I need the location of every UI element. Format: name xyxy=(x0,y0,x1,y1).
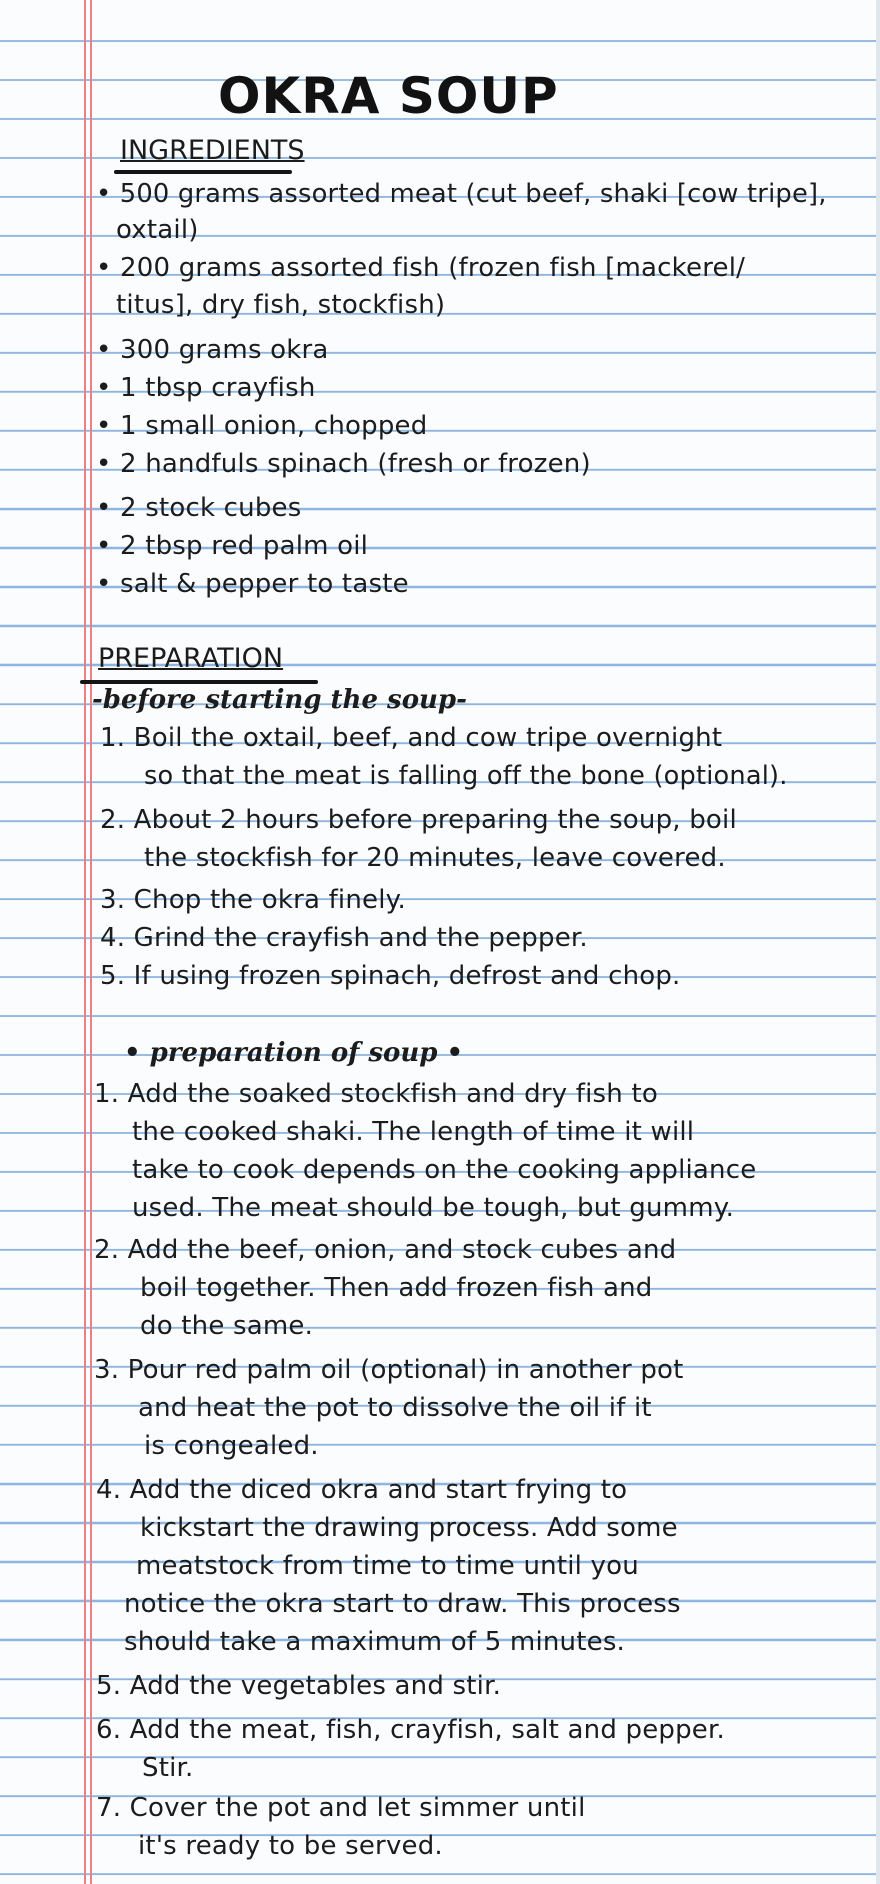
ingredient-line: • 1 small onion, chopped xyxy=(96,411,428,441)
heading-underline xyxy=(114,170,292,174)
step-line: kickstart the drawing process. Add some xyxy=(140,1513,678,1543)
step-line: used. The meat should be tough, but gummy. xyxy=(132,1193,735,1223)
step-line: the stockfish for 20 minutes, leave covered. xyxy=(144,843,726,873)
ingredient-line: • 2 tbsp red palm oil xyxy=(96,531,369,561)
step-line: take to cook depends on the cooking appliance xyxy=(132,1155,757,1185)
step-line: so that the meat is falling off the bone (optional). xyxy=(144,761,788,791)
step-line: the cooked shaki. The length of time it will xyxy=(132,1117,695,1147)
preparation-of-soup-subheading: • preparation of soup • xyxy=(124,1038,464,1068)
step-line: it's ready to be served. xyxy=(138,1831,443,1861)
step-line: Stir. xyxy=(142,1753,194,1783)
step-line: 2. Add the beef, onion, and stock cubes and xyxy=(94,1235,677,1265)
step-line: 6. Add the meat, fish, crayfish, salt and pepper. xyxy=(96,1715,725,1745)
step-line: 2. About 2 hours before preparing the soup, boil xyxy=(100,805,737,835)
ingredients-heading: INGREDIENTS xyxy=(120,135,305,166)
step-line: notice the okra start to draw. This process xyxy=(124,1589,681,1619)
page-title: OKRA SOUP xyxy=(218,67,559,125)
ingredient-line: oxtail) xyxy=(116,215,199,245)
step-line: 1. Boil the oxtail, beef, and cow tripe overnight xyxy=(100,723,723,753)
step-line: 5. If using frozen spinach, defrost and chop. xyxy=(100,961,681,991)
step-line: is congealed. xyxy=(144,1431,319,1461)
ingredient-line: • 2 stock cubes xyxy=(96,493,302,523)
step-line: do the same. xyxy=(140,1311,314,1341)
step-line: boil together. Then add frozen fish and xyxy=(140,1273,653,1303)
step-line: 5. Add the vegetables and stir. xyxy=(96,1671,502,1701)
step-line: and heat the pot to dissolve the oil if it xyxy=(138,1393,652,1423)
step-line: 4. Add the diced okra and start frying to xyxy=(96,1475,628,1505)
ingredient-line: titus], dry fish, stockfish) xyxy=(116,290,446,320)
ingredient-line: • 1 tbsp crayfish xyxy=(96,373,316,403)
ingredient-line: • 500 grams assorted meat (cut beef, shaki [cow tripe], xyxy=(96,179,827,209)
ingredient-line: • salt & pepper to taste xyxy=(96,569,409,599)
step-line: meatstock from time to time until you xyxy=(136,1551,639,1581)
step-line: 3. Pour red palm oil (optional) in another pot xyxy=(94,1355,684,1385)
before-starting-subheading: -before starting the soup- xyxy=(92,685,467,715)
step-line: 3. Chop the okra finely. xyxy=(100,885,406,915)
step-line: 7. Cover the pot and let simmer until xyxy=(96,1793,586,1823)
step-line: should take a maximum of 5 minutes. xyxy=(124,1627,626,1657)
ingredient-line: • 300 grams okra xyxy=(96,335,329,365)
step-line: 4. Grind the crayfish and the pepper. xyxy=(100,923,588,953)
preparation-heading: PREPARATION xyxy=(98,643,284,674)
step-line: 1. Add the soaked stockfish and dry fish to xyxy=(94,1079,658,1109)
ingredient-line: • 200 grams assorted fish (frozen fish [mackerel/ xyxy=(96,253,746,283)
ingredient-line: • 2 handfuls spinach (fresh or frozen) xyxy=(96,449,591,479)
